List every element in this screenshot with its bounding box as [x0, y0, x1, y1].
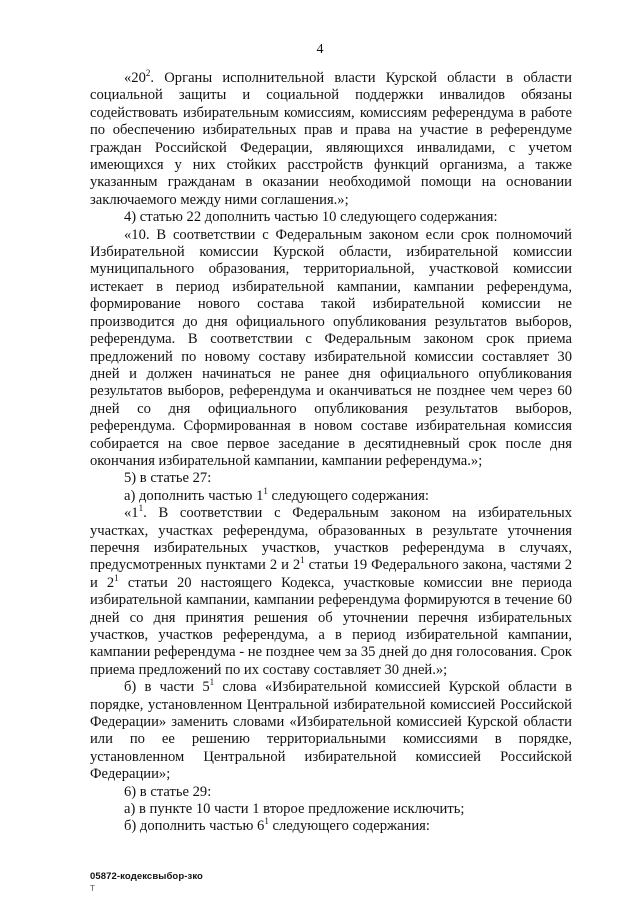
paragraph-text: . Органы исполнительной власти Курской области в области социальной защиты и социальной поддержки инвалидов обязаны содействовать избирательным комиссиям, комиссиям референдума в работе по обеспечению избирательных прав и права на участие в референдуме граждан Российской Федерации, являющихся инвалидами, с учетом имеющихся у них стойких расстройств функций организма, а также указанным гражданам в оказании необходимой помощи на основании заключаемого между ними соглашения.»;	[90, 70, 572, 208]
paragraph	[90, 784, 572, 801]
paragraph-text: «20	[124, 70, 146, 86]
paragraph-text: 5) в статье 27:	[124, 470, 212, 487]
paragraph-text: следующего содержания:	[268, 818, 430, 835]
paragraph	[90, 818, 572, 835]
footer-document-code: 05872-кодексвыбор-зко	[90, 871, 203, 882]
superscript: 1	[263, 485, 268, 496]
paragraph	[90, 209, 572, 226]
paragraph-text: «1	[124, 505, 139, 522]
paragraph-text: слова «Избирательной комиссией Курской области в порядке, установленном Центральной избирательной комиссией Российской Федерации» заменить словами «Избирательной комиссией Курской области или по ее решению территориальными комиссиями в порядке, установленном Центральной избирательной комиссией Российской Федерации»;	[90, 679, 572, 783]
paragraph-text: б) в части 5	[124, 679, 210, 696]
paragraph-text: 6) в статье 29:	[124, 783, 212, 800]
paragraph-text: статьи 20 настоящего Кодекса, участковые комиссии вне периода избирательной кампании, кампании референдума формируются в течение 60 дней со дня принятия решения об уточнении перечня избирательных участков, участков референдума, а в период избирательной кампании, кампании референдума - не позднее чем за 35 дней до дня голосования. Срок приема предложений по их составу составляет 30 дней.»;	[90, 574, 572, 678]
superscript: 1	[264, 816, 269, 827]
superscript: 1	[114, 572, 119, 583]
superscript: 1	[209, 677, 215, 688]
document-body	[90, 70, 572, 836]
paragraph	[90, 505, 572, 679]
superscript: 1	[138, 503, 144, 514]
paragraph-text: а) в пункте 10 части 1 второе предложение исключить;	[124, 801, 465, 818]
paragraph-text: статьи 19 Федерального закона, частями 2 и 2	[90, 557, 573, 591]
superscript: 1	[300, 555, 305, 566]
footer-mark: Т	[90, 884, 95, 893]
paragraph-text: б) дополнить частью 6	[124, 818, 265, 835]
superscript: 2	[145, 68, 151, 78]
paragraph-text: 4) статью 22 дополнить частью 10 следующего содержания:	[124, 209, 498, 226]
paragraph	[90, 70, 572, 209]
paragraph-text: а) дополнить частью 1	[124, 487, 264, 504]
paragraph	[90, 227, 572, 471]
paragraph-text: . В соответствии с Федеральным законом на избирательных участках, участках референдума, образованных в результате уточнения перечня избирательных участков, участков референдума в случаях, предусмотренных пунктами 2 и 2	[90, 505, 572, 574]
paragraph-text: «10. В соответствии с Федеральным законом если срок полномочий Избирательной комиссии Курской области, избирательной комиссии муниципального образования, территориальной, участковой комиссии истекает в период избирательной кампании, кампании референдума, формирование нового состава такой избирательной комиссии не производится до дня официального опубликования результатов выборов, референдума. В соответствии с Федеральным законом срок приема предложений по новому составу избирательной комиссии составляет 30 дней и должен начинаться не ранее дня официального опубликования результатов выборов, референдума и оканчиваться не позднее чем через 60 дней со дня официального опубликования результатов выборов, референдума. Сформированная в новом составе избирательная комиссия собирается на свое первое заседание в десятидневный срок после дня окончания избирательной кампании, кампании референдума.»;	[90, 226, 572, 469]
paragraph	[90, 679, 572, 783]
page-number: 4	[316, 42, 324, 57]
paragraph-text: следующего содержания:	[267, 487, 429, 504]
paragraph	[90, 801, 572, 818]
paragraph	[90, 485, 572, 505]
paragraph	[90, 470, 572, 487]
